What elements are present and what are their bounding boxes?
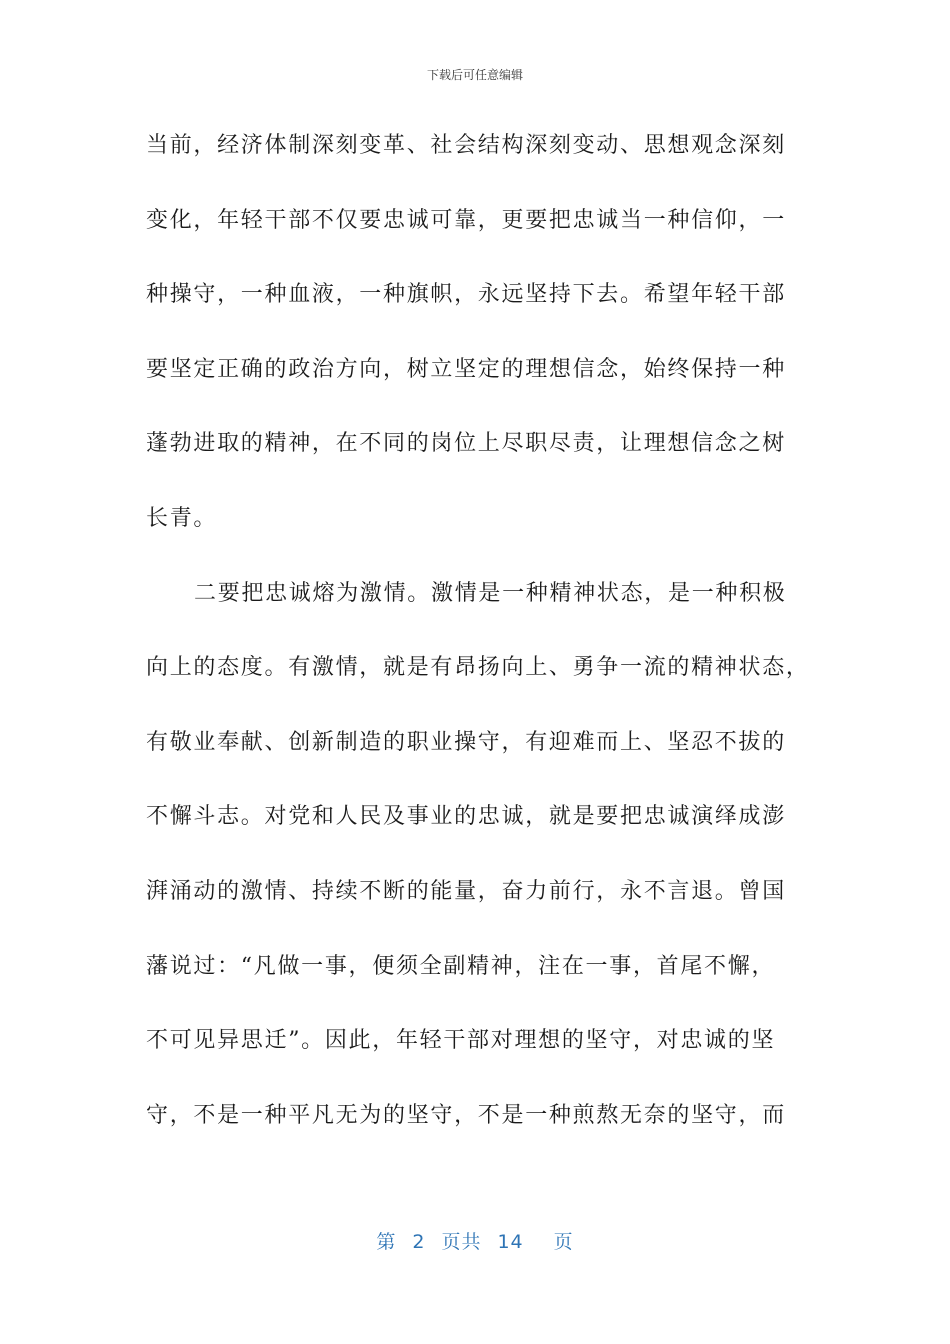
footer-prefix: 第 <box>376 1231 397 1253</box>
text-line: 不懈斗志。对党和人民及事业的忠诚，就是要把忠诚演绎成澎 <box>146 804 786 830</box>
header-note: 下载后可任意编辑 <box>426 68 523 82</box>
text-line: 蓬勃进取的精神，在不同的岗位上尽职尽责，让理想信念之树 <box>146 431 786 457</box>
text-line: 种操守，一种血液，一种旗帜，永远坚持下去。希望年轻干部 <box>146 282 786 308</box>
text-line: 要坚定正确的政治方向，树立坚定的理想信念，始终保持一种 <box>146 356 786 382</box>
text-line: 守，不是一种平凡无为的坚守，不是一种煎熬无奈的坚守，而 <box>146 1102 786 1128</box>
text-line: 有敬业奉献、创新制造的职业操守，有迎难而上、坚忍不拔的 <box>146 729 786 755</box>
text-line: 不可见异思迁”。因此，年轻干部对理想的坚守，对忠诚的坚 <box>146 1028 776 1054</box>
text-line: 藩说过：“凡做一事，便须全副精神，注在一事，首尾不懈， <box>146 953 776 979</box>
footer-suffix: 页 <box>553 1231 574 1253</box>
paragraph-start-line: 二要把忠诚熔为激情。激情是一种精神状态，是一种积极 <box>194 580 787 606</box>
text-line: 向上的态度。有激情，就是有昂扬向上、勇争一流的精神状态， <box>146 655 810 681</box>
footer-page-number: 2 <box>412 1231 426 1253</box>
footer-middle: 页共 <box>441 1231 482 1253</box>
footer-total-pages: 14 <box>497 1231 524 1253</box>
page-footer <box>0 1227 950 1254</box>
document-body <box>146 128 810 1172</box>
text-line: 变化，年轻干部不仅要忠诚可靠，更要把忠诚当一种信仰，一 <box>146 207 786 233</box>
text-line: 长青。 <box>146 505 218 531</box>
text-line: 湃涌动的激情、持续不断的能量，奋力前行，永不言退。曾国 <box>146 878 786 904</box>
text-line: 当前，经济体制深刻变革、社会结构深刻变动、思想观念深刻 <box>146 133 786 158</box>
